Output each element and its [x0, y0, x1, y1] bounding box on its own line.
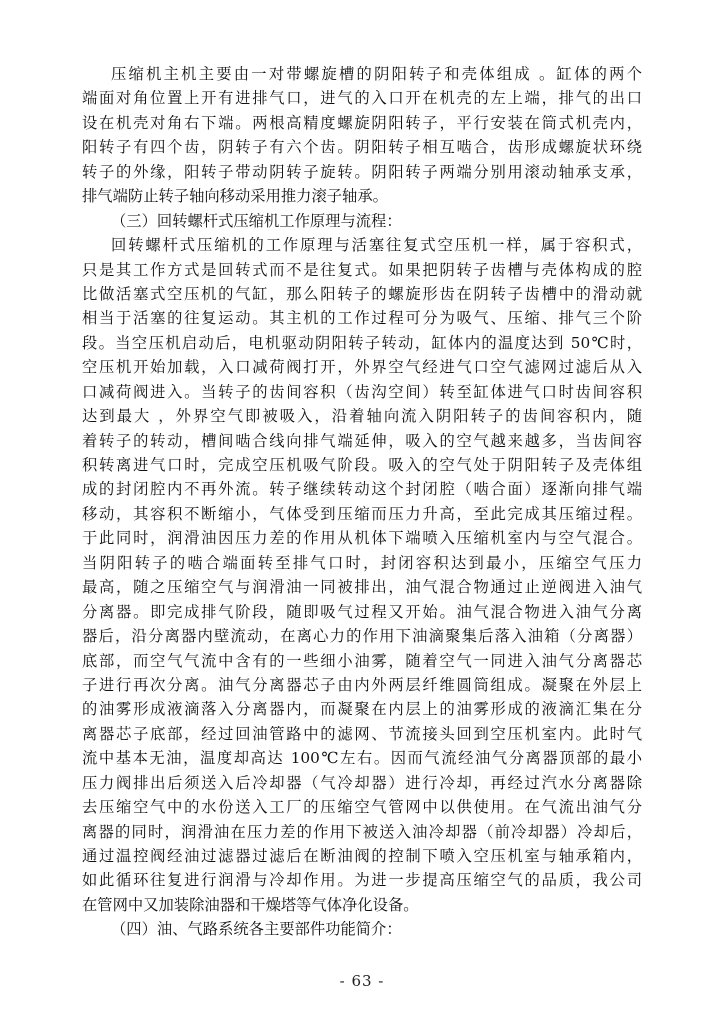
paragraph-line: 排气端防止转子轴向移动采用推力滚子轴承。 [82, 187, 388, 206]
paragraph-line: 的油雾形成液滴落入分离器内，而凝聚在内层上的油雾形成的液滴汇集在分 [82, 700, 642, 719]
paragraph-line: 达到最大 ，外界空气即被吸入，沿着轴向流入阴阳转子的齿间容积内，随 [82, 407, 642, 426]
paragraph-line: 积转离进气口时，完成空压机吸气阶段。吸入的空气处于阴阳转子及壳体组 [82, 456, 642, 474]
paragraph-line: 阳转子有四个齿，阴转子有六个齿。阴阳转子相互啮合，齿形成螺旋状环绕 [82, 138, 642, 157]
paragraph-line: 流中基本无油，温度却高达 100℃左右。因而气流经油气分离器顶部的最小 [82, 749, 642, 768]
paragraph-line: 端面对角位置上开有进排气口，进气的入口开在机壳的左上端，排气的出口 [82, 89, 642, 108]
paragraph-line: 设在机壳对角右下端。两根高精度螺旋阴阳转子，平行安装在筒式机壳内， [82, 113, 642, 132]
paragraph-line: 通过温控阀经油过滤器过滤后在断油阀的控制下喷入空压机室与轴承箱内， [82, 847, 642, 865]
paragraph-line: 转子的外缘，阳转子带动阴转子旋转。阴阳转子两端分别用滚动轴承支承， [82, 162, 642, 181]
paragraph-line: 最高，随之压缩空气与润滑油一同被排出，油气混合物通过止逆阀进入油气 [82, 578, 642, 597]
paragraph-line: 离器芯子底部，经过回油管路中的滤网、节流接头回到空压机室内。此时气 [82, 724, 642, 743]
paragraph-line: 比做活塞式空压机的气缸，那么阳转子的螺旋形齿在阴转子齿槽中的滑动就 [82, 284, 642, 303]
paragraph-line: 压缩机主机主要由一对带螺旋槽的阴阳转子和壳体组成 。缸体的两个 [111, 65, 642, 83]
paragraph-line: 在管网中又加装除油器和干燥塔等气体净化设备。 [82, 895, 419, 914]
paragraph-line: 移动，其容积不断缩小，气体受到压缩而压力升高，至此完成其压缩过程。 [82, 504, 642, 523]
paragraph-line: 回转螺杆式压缩机的工作原理与活塞往复式空压机一样，属于容积式， [111, 236, 642, 255]
paragraph-line: 段。当空压机启动后，电机驱动阴阳转子转动，缸体内的温度达到 50℃时， [82, 333, 642, 352]
paragraph-line: 空压机开始加载，入口减荷阀打开，外界空气经进气口空气滤网过滤后从入 [82, 358, 642, 377]
paragraph-line: 如此循环往复进行润滑与冷却作用。为进一步提高压缩空气的品质，我公司 [82, 871, 642, 890]
page-number: - 63 - [339, 972, 385, 990]
paragraph-line: 只是其工作方式是回转式而不是往复式。如果把阴转子齿槽与壳体构成的腔 [82, 260, 642, 279]
paragraph-line: 子进行再次分离。油气分离器芯子由内外两层纤维圆筒组成。凝聚在外层上 [82, 675, 642, 694]
paragraph-line: 口减荷阀进入。当转子的齿间容积（齿沟空间）转至缸体进气口时齿间容积 [82, 382, 642, 401]
paragraph-line: 于此同时，润滑油因压力差的作用从机体下端喷入压缩机室内与空气混合。 [82, 529, 642, 548]
section-heading: （四）油、气路系统各主要部件功能简介： [111, 920, 402, 939]
paragraph-line: 着转子的转动，槽间啮合线向排气端延伸，吸入的空气越来越多，当齿间容 [82, 431, 642, 450]
paragraph-line: 器后，沿分离器内壁流动，在离心力的作用下油滴聚集后落入油箱（分离器） [82, 627, 642, 646]
paragraph-line: 去压缩空气中的水份送入工厂的压缩空气管网中以供使用。在气流出油气分 [82, 798, 642, 817]
paragraph-line: 分离器。即完成排气阶段，随即吸气过程又开始。油气混合物进入油气分离 [82, 602, 642, 621]
section-heading: （三）回转螺杆式压缩机工作原理与流程： [111, 211, 402, 230]
paragraph-line: 当阴阳转子的啮合端面转至排气口时，封闭容积达到最小，压缩空气压力 [82, 553, 642, 572]
paragraph-line: 底部，而空气气流中含有的一些细小油雾，随着空气一同进入油气分离器芯 [82, 651, 642, 670]
body-text [82, 62, 642, 942]
paragraph-line: 成的封闭腔内不再外流。转子继续转动这个封闭腔（啮合面）逐渐向排气端 [82, 480, 642, 499]
paragraph-line: 相当于活塞的往复运动。其主机的工作过程可分为吸气、压缩、排气三个阶 [82, 309, 642, 328]
paragraph-line: 离器的同时，润滑油在压力差的作用下被送入油冷却器（前冷却器）冷却后， [82, 822, 642, 841]
paragraph-line: 压力阀排出后须送入后冷却器（气冷却器）进行冷却，再经过汽水分离器除 [82, 773, 642, 792]
